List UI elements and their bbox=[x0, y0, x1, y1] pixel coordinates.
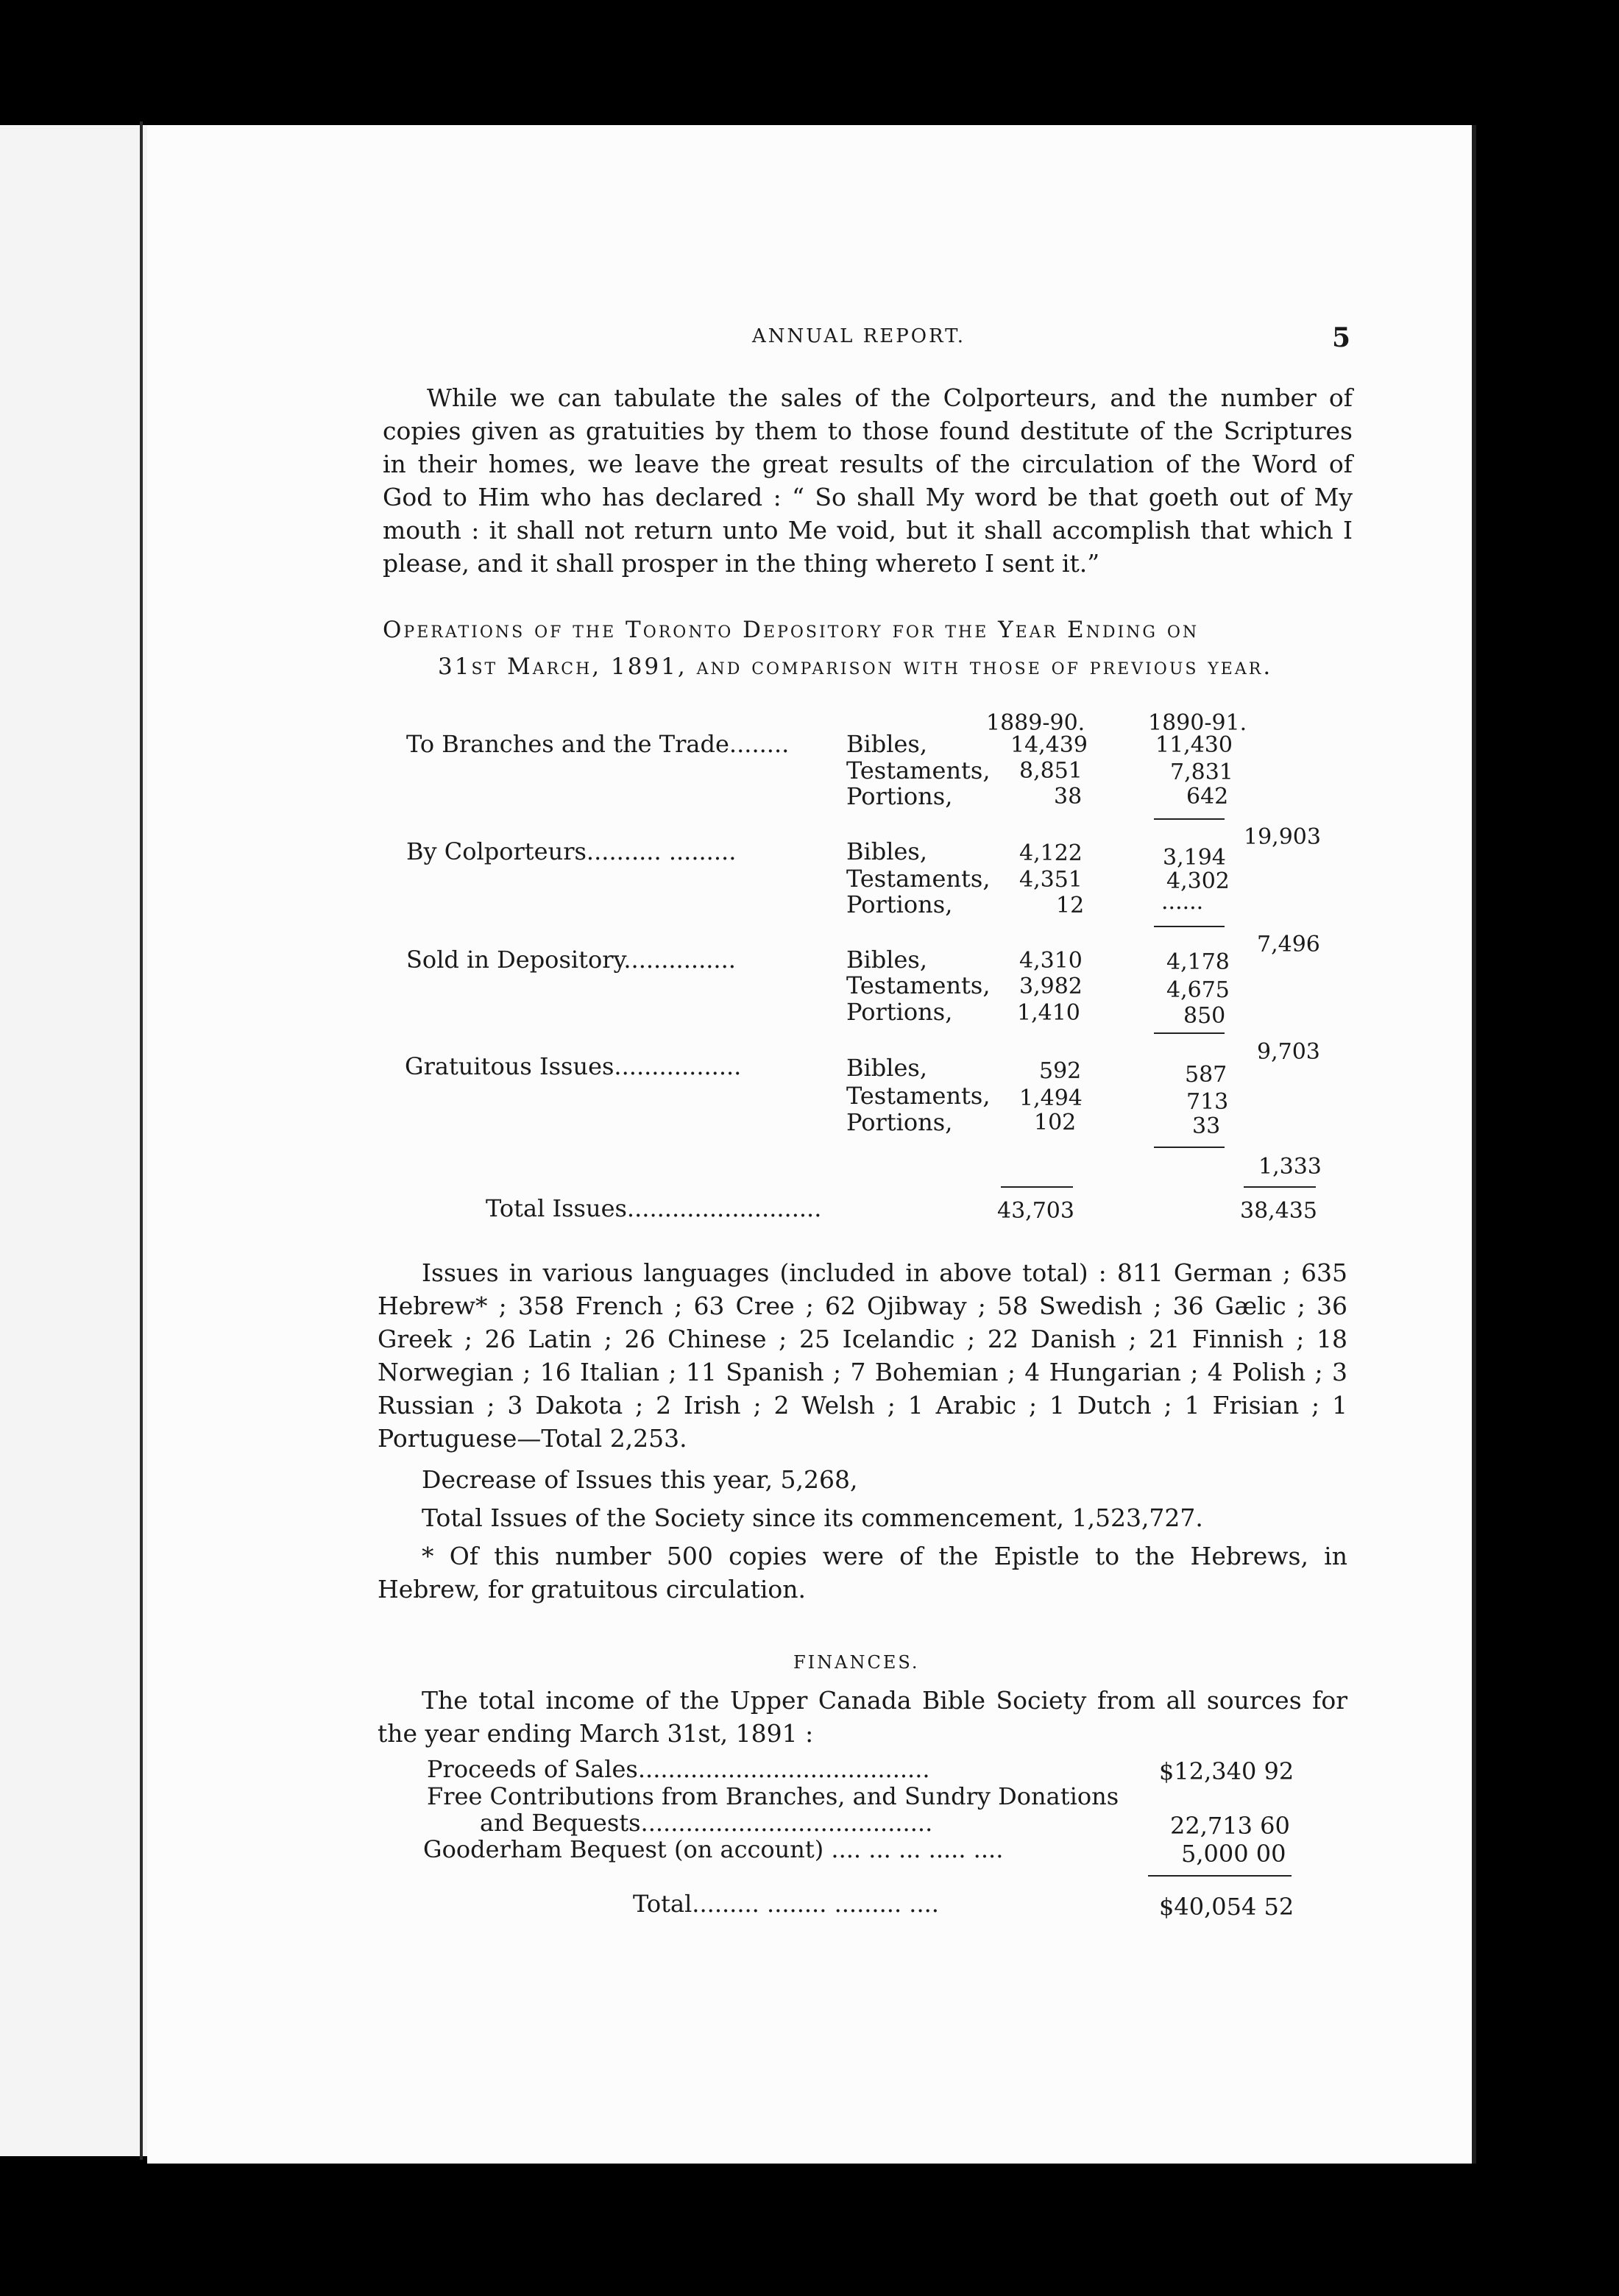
value-1889: 8,851 bbox=[1019, 758, 1083, 784]
row-type: Bibles, bbox=[846, 1054, 927, 1082]
page-number: 5 bbox=[1332, 322, 1351, 353]
contributions-amount: 22,713 60 bbox=[1170, 1812, 1290, 1840]
value-1890: 7,831 bbox=[1170, 759, 1233, 785]
decrease-line: Decrease of Issues this year, 5,268, bbox=[422, 1465, 858, 1494]
row-type: Testaments, bbox=[846, 1082, 991, 1110]
value-1890: 587 bbox=[1185, 1062, 1227, 1088]
proceeds-label: Proceeds of Sales....................................... bbox=[427, 1755, 930, 1783]
gooderham-label: Gooderham Bequest (on account) .... ... ... ..... .... bbox=[423, 1835, 1004, 1863]
row-type: Portions, bbox=[846, 1108, 953, 1136]
operations-heading-line2: 31st March, 1891, and comparison with those of previous year. bbox=[438, 653, 1273, 680]
row-type: Bibles, bbox=[846, 730, 927, 758]
gooderham-amount: 5,000 00 bbox=[1181, 1840, 1286, 1868]
subtotal-rule bbox=[1154, 818, 1225, 820]
value-1889: 1,410 bbox=[1017, 1000, 1080, 1026]
row-type: Testaments, bbox=[846, 865, 991, 893]
value-1889: 1,494 bbox=[1019, 1085, 1083, 1111]
value-1889: 14,439 bbox=[1010, 732, 1088, 758]
row-type: Portions, bbox=[846, 998, 953, 1026]
contributions-label-line1: Free Contributions from Branches, and Sundry Donations bbox=[427, 1782, 1119, 1810]
finances-total-label: Total......... ........ ......... .... bbox=[633, 1890, 939, 1918]
subtotal: 19,903 bbox=[1244, 824, 1321, 850]
value-1889: 3,982 bbox=[1019, 974, 1083, 999]
value-1890: 713 bbox=[1186, 1089, 1229, 1115]
total-issues-label: Total Issues.......................... bbox=[486, 1194, 822, 1222]
finances-intro: The total income of the Upper Canada Bible Society from all sources for the year ending March 31st, 1891 : bbox=[378, 1686, 1347, 1748]
group-label-branches: To Branches and the Trade........ bbox=[406, 730, 790, 758]
value-1889: 4,122 bbox=[1019, 840, 1083, 866]
value-1889: 4,351 bbox=[1019, 867, 1083, 893]
total-1890: 38,435 bbox=[1240, 1198, 1317, 1224]
finances-total-amount: $40,054 52 bbox=[1159, 1893, 1294, 1921]
row-type: Portions, bbox=[846, 782, 953, 810]
subtotal-rule bbox=[1154, 1147, 1225, 1148]
row-type: Bibles, bbox=[846, 837, 927, 865]
value-1890: 11,430 bbox=[1155, 732, 1233, 758]
value-1890: ...... bbox=[1161, 889, 1204, 915]
total-rule-1890 bbox=[1244, 1186, 1316, 1188]
proceeds-amount: $12,340 92 bbox=[1159, 1757, 1294, 1785]
subtotal: 1,333 bbox=[1258, 1154, 1322, 1180]
group-label-depository: Sold in Depository............... bbox=[406, 946, 736, 974]
row-type: Testaments, bbox=[846, 757, 991, 784]
row-type: Portions, bbox=[846, 890, 953, 918]
group-label-gratuitous: Gratuitous Issues................. bbox=[405, 1052, 742, 1080]
col-heading-1890: 1890-91. bbox=[1148, 710, 1247, 736]
total-society-line: Total Issues of the Society since its commencement, 1,523,727. bbox=[422, 1503, 1203, 1532]
subtotal: 7,496 bbox=[1257, 932, 1320, 957]
running-title: ANNUAL REPORT. bbox=[752, 325, 966, 347]
value-1890: 850 bbox=[1183, 1003, 1226, 1029]
value-1889: 102 bbox=[1034, 1110, 1077, 1135]
value-1890: 642 bbox=[1186, 784, 1229, 809]
value-1890: 4,178 bbox=[1166, 949, 1230, 975]
contributions-label-line2: and Bequests....................................... bbox=[480, 1809, 933, 1837]
facing-page-edge bbox=[0, 125, 147, 2156]
col-heading-1889: 1889-90. bbox=[986, 710, 1085, 736]
value-1889: 592 bbox=[1039, 1058, 1082, 1084]
languages-paragraph: Issues in various languages (included in above total) : 811 German ; 635 Hebrew* ; 358 French ; 63 Cree ; 62 Ojibway ; 58 Swedish ; 36 Gælic ; 36 Greek ; 26 Latin ; 26 Chinese ; 25 Icelandic ; 22 Danish ; 21 Finnish ; 18 Norwegian ; 16 Italian ; 11 Spanish ; 7 Bohemian ; 4 Hungarian ; 4 Polish ; 3 Russian ; 3 Dakota ; 2 Irish ; 2 Welsh ; 1 Arabic ; 1 Dutch ; 1 Frisian ; 1 Portuguese—Total 2,253. bbox=[378, 1258, 1347, 1453]
row-type: Testaments, bbox=[846, 971, 991, 999]
footnote: * Of this number 500 copies were of the Epistle to the Hebrews, in Hebrew, for gratuitous circulation. bbox=[378, 1542, 1347, 1604]
value-1889: 38 bbox=[1054, 784, 1083, 809]
book-spine bbox=[140, 121, 143, 2160]
row-type: Bibles, bbox=[846, 946, 927, 974]
subtotal: 9,703 bbox=[1257, 1039, 1320, 1065]
intro-paragraph: While we can tabulate the sales of the Colporteurs, and the number of copies given as gratuities by them to those found destitute of the Scriptures in their homes, we leave the great results of the circulation of the Word of God to Him who has declared : “ So shall My word be that goeth out of My mouth : it shall not return unto Me void, but it shall accomplish that which I please, and it shall prosper in the thing whereto I sent it.” bbox=[383, 383, 1353, 578]
operations-heading-line1: Operations of the Toronto Depository for the Year Ending on bbox=[383, 617, 1200, 643]
value-1890: 4,675 bbox=[1166, 977, 1230, 1003]
finances-heading: FINANCES. bbox=[793, 1652, 920, 1673]
value-1889: 12 bbox=[1056, 893, 1085, 918]
group-label-colporteurs: By Colporteurs.......... ......... bbox=[406, 837, 737, 865]
total-rule-1889 bbox=[1001, 1186, 1073, 1188]
subtotal-rule bbox=[1154, 926, 1225, 927]
finances-total-rule bbox=[1148, 1875, 1292, 1877]
subtotal-rule bbox=[1154, 1032, 1225, 1034]
value-1890: 4,302 bbox=[1166, 868, 1230, 894]
total-1889: 43,703 bbox=[997, 1198, 1074, 1224]
value-1889: 4,310 bbox=[1019, 948, 1083, 974]
document-page bbox=[147, 125, 1476, 2164]
value-1890: 3,194 bbox=[1163, 845, 1226, 871]
value-1890: 33 bbox=[1192, 1113, 1221, 1139]
